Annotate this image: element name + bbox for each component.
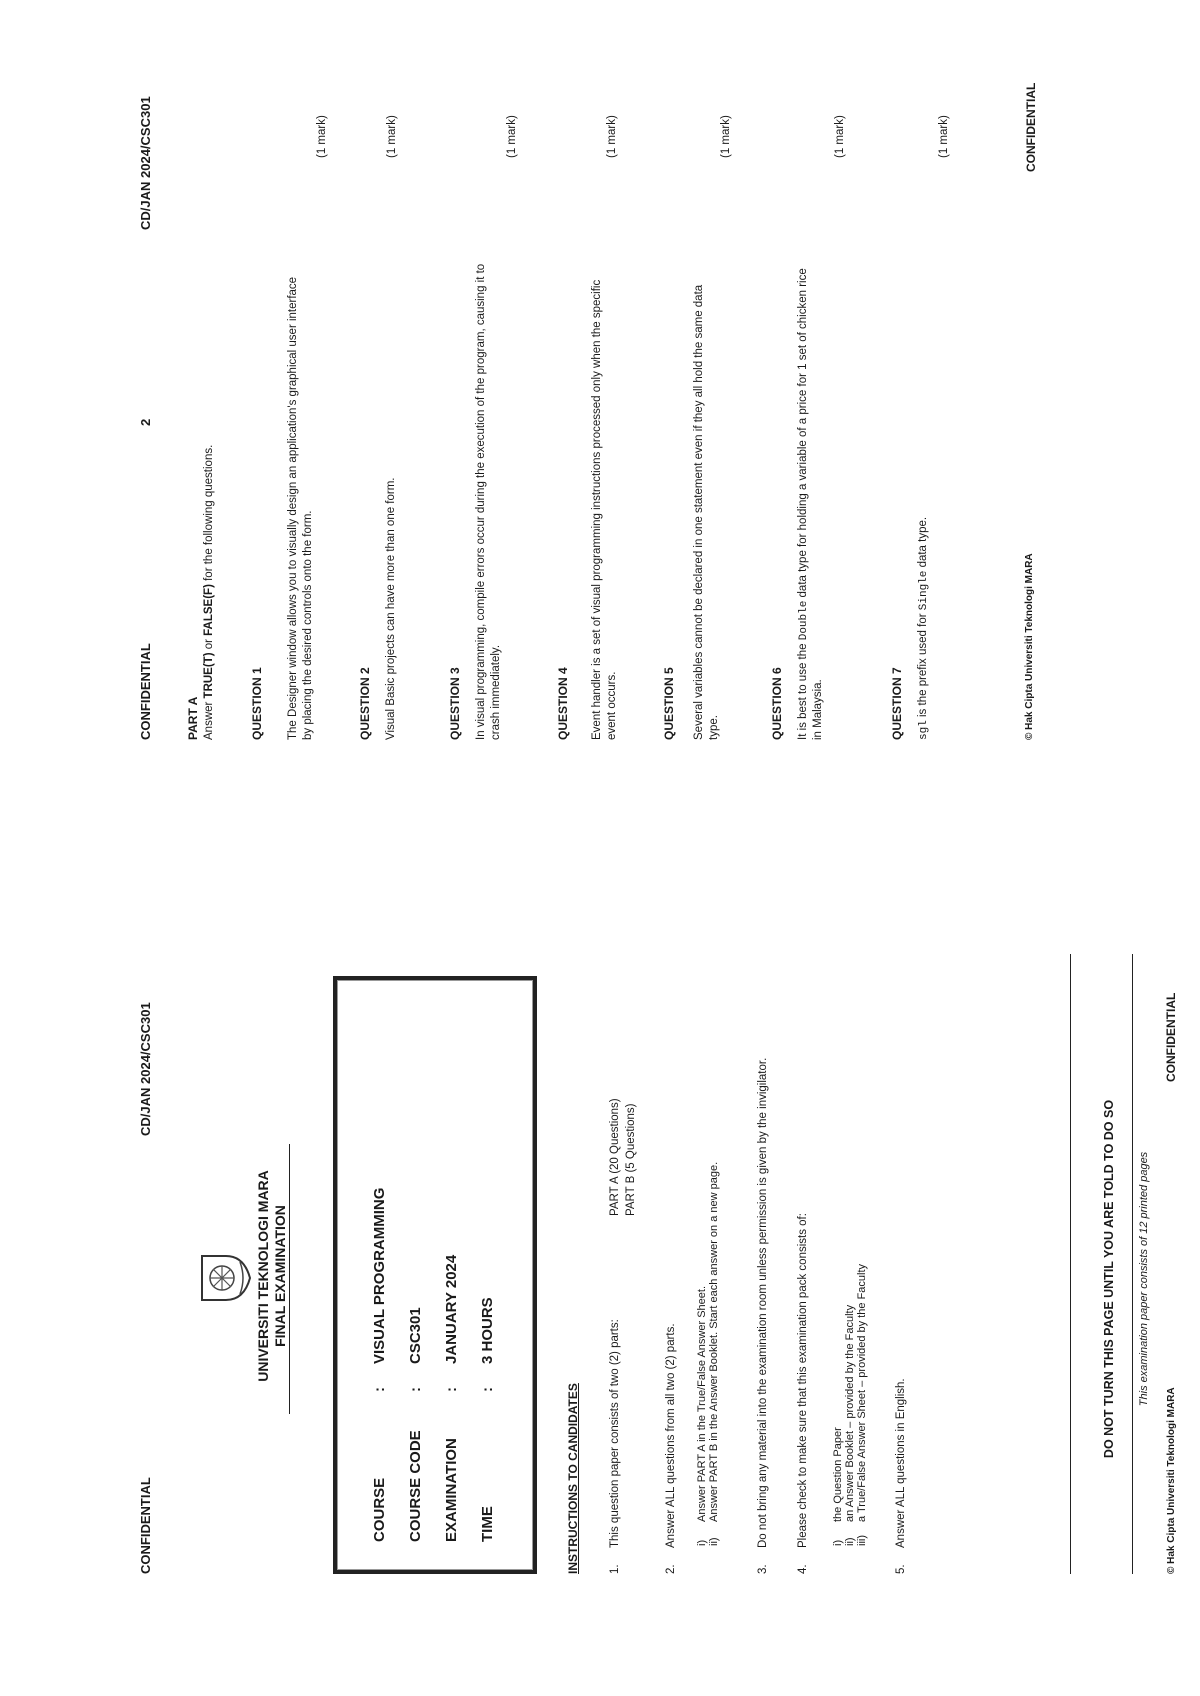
question-6-title: QUESTION 6 [770, 667, 784, 740]
page-number: 2 [138, 418, 153, 426]
examination-value: JANUARY 2024 [443, 1254, 460, 1364]
separator: : [371, 1387, 388, 1392]
question-5-mark: (1 mark) [720, 115, 732, 158]
time-label: TIME [479, 1506, 496, 1542]
part-a-title: PART A [186, 696, 200, 740]
footer-divider-bottom [1132, 954, 1133, 1574]
question-3-mark: (1 mark) [506, 115, 518, 158]
question-2-title: QUESTION 2 [358, 667, 372, 740]
do-not-turn-notice: DO NOT TURN THIS PAGE UNTIL YOU ARE TOLD TO DO SO [1102, 1099, 1116, 1459]
header-course-ref: CD/JAN 2024/CSC301 [138, 1002, 153, 1136]
time-value: 3 HOURS [479, 1297, 496, 1364]
instruction-1-part-b: PART B (5 Questions) [625, 1103, 637, 1216]
course-code-label: COURSE CODE [407, 1430, 424, 1542]
instruction-2-sub-2: ii)Answer PART B in the Answer Booklet. Start each answer on a new page. [708, 1161, 720, 1546]
question-3-line-2: crash immediately. [490, 644, 502, 740]
header-confidential: CONFIDENTIAL [138, 1477, 153, 1574]
question-1-line-1: The Designer window allows you to visually design an application's graphical user interface [287, 276, 299, 740]
header-course-ref: CD/JAN 2024/CSC301 [138, 96, 153, 230]
question-2-mark: (1 mark) [386, 115, 398, 158]
question-6-line-1: It is best to use the Double data type for holding a variable of a price for 1 set of chicken rice [797, 268, 810, 740]
question-4-line-1: Event handler is a set of visual programming instructions processed only when the specific [591, 279, 603, 740]
copyright-footer: © Hak Cipta Universiti Teknologi MARA [1024, 553, 1035, 740]
question-7-mark: (1 mark) [938, 115, 950, 158]
separator: : [443, 1387, 460, 1392]
instruction-4: 4.Please check to make sure that this examination pack consists of: [797, 1213, 809, 1574]
instruction-4-sub-1: i)the Question Paper [832, 1427, 844, 1546]
question-3-line-1: In visual programming, compile errors occur during the execution of the program, causing it to [475, 263, 487, 740]
question-3-title: QUESTION 3 [448, 667, 462, 740]
part-a-instruction: Answer TRUE(T) or FALSE(F) for the following questions. [203, 444, 215, 740]
separator: : [479, 1387, 496, 1392]
instruction-4-sub-3: iii)a True/False Answer Sheet – provided by the Faculty [856, 1263, 868, 1546]
university-crest-icon [196, 1250, 252, 1306]
header-confidential: CONFIDENTIAL [138, 643, 153, 740]
question-1-title: QUESTION 1 [250, 667, 264, 740]
course-label: COURSE [371, 1477, 388, 1542]
copyright-footer: © Hak Cipta Universiti Teknologi MARA [1166, 1387, 1177, 1574]
examination-row [443, 1255, 460, 1542]
question-7-title: QUESTION 7 [890, 667, 904, 740]
question-4-line-2: event occurs. [606, 671, 618, 740]
course-code-row [407, 1307, 424, 1542]
separator: : [407, 1387, 424, 1392]
exam-type: FINAL EXAMINATION [272, 1205, 288, 1347]
course-details-box [333, 976, 537, 1574]
time-row [479, 1297, 496, 1542]
instruction-1: 1.This question paper consists of two (2) parts: [609, 1319, 621, 1574]
course-value: VISUAL PROGRAMMING [371, 1187, 388, 1364]
instruction-4-sub-2: ii)an Answer Booklet – provided by the Faculty [844, 1304, 856, 1546]
course-row [371, 1188, 388, 1542]
footer-confidential: CONFIDENTIAL [1024, 82, 1038, 172]
instructions-title: INSTRUCTIONS TO CANDIDATES [566, 1383, 580, 1574]
instruction-2-sub-1: i)Answer PART A in the True/False Answer Sheet. [696, 1285, 708, 1546]
instruction-5: 5.Answer ALL questions in English. [895, 1378, 907, 1574]
instruction-1-part-a: PART A (20 Questions) [609, 1098, 621, 1216]
question-6-mark: (1 mark) [834, 115, 846, 158]
question-1-mark: (1 mark) [316, 115, 328, 158]
title-divider [289, 1144, 290, 1414]
question-2-text: Visual Basic projects can have more than one form. [385, 477, 397, 740]
instruction-3: 3.Do not bring any material into the examination room unless permission is given by the invigilator. [757, 1057, 769, 1574]
footer-divider-top [1070, 954, 1071, 1574]
question-5-title: QUESTION 5 [662, 667, 676, 740]
question-4-mark: (1 mark) [606, 115, 618, 158]
footer-confidential: CONFIDENTIAL [1164, 992, 1178, 1082]
university-name: UNIVERSITI TEKNOLOGI MARA [255, 1170, 271, 1382]
question-5-line-1: Several variables cannot be declared in one statement even if they all hold the same data [693, 284, 705, 740]
code-sgl: sgl [918, 720, 930, 740]
course-code-value: CSC301 [407, 1307, 424, 1364]
question-7-text: sgl is the prefix used for Single data type. [917, 516, 930, 740]
code-double: Double [798, 600, 810, 641]
question-1-line-2: by placing the desired controls onto the form. [302, 510, 314, 740]
question-6-line-2: in Malaysia. [812, 679, 824, 740]
question-4-title: QUESTION 4 [556, 667, 570, 740]
instruction-2: 2.Answer ALL questions from all two (2) parts. [665, 1323, 677, 1574]
cover-page [0, 848, 1200, 1696]
question-5-line-2: type. [708, 715, 720, 740]
printed-pages-note: This examination paper consists of 12 printed pages [1138, 1151, 1150, 1407]
code-single: Single [918, 570, 930, 611]
examination-label: EXAMINATION [443, 1438, 460, 1542]
